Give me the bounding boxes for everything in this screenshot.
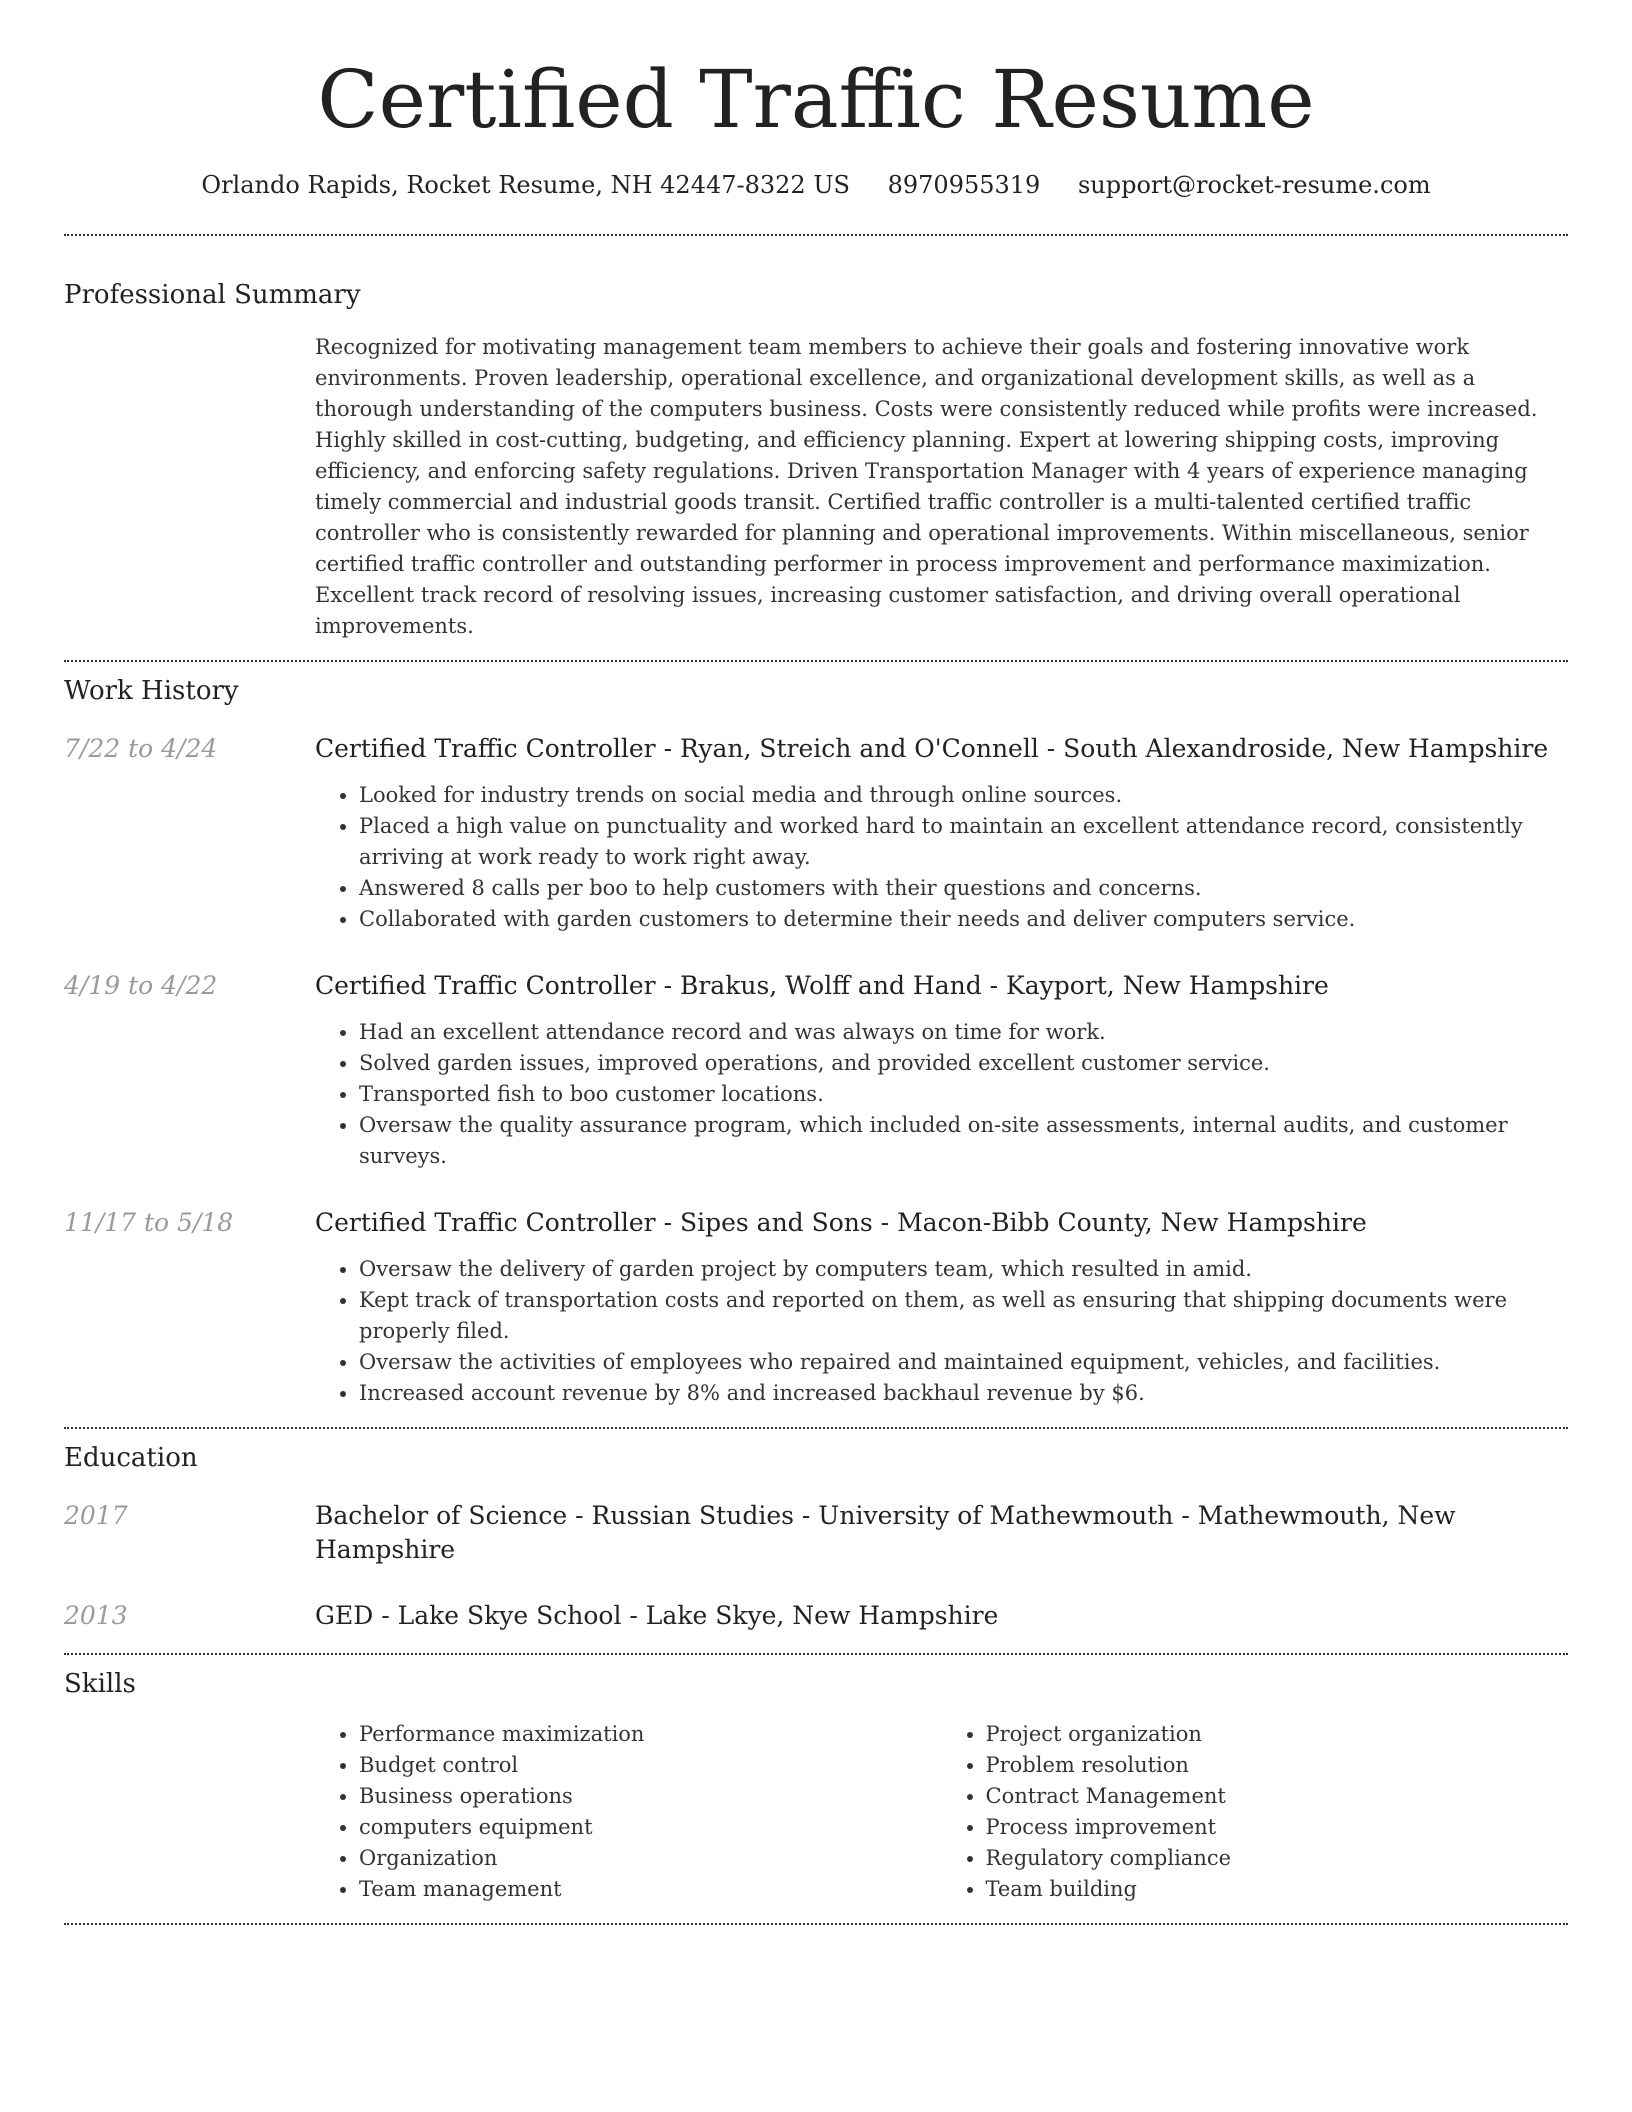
divider	[64, 1923, 1568, 1925]
work-history-heading: Work History	[64, 676, 239, 706]
divider	[64, 1427, 1568, 1429]
list-item: • Process improvement	[986, 1812, 1569, 1843]
education-section	[64, 1441, 1568, 1653]
skills-list-left	[315, 1719, 942, 1905]
job-entry	[64, 732, 1568, 935]
list-item: • Collaborated with garden customers to determine their needs and deliver computers service.	[359, 904, 1568, 935]
job-bullets	[315, 1017, 1568, 1172]
education-heading: Education	[64, 1443, 198, 1473]
education-year: 2017	[64, 1501, 128, 1530]
list-item: • Project organization	[986, 1719, 1569, 1750]
contact-address: Orlando Rapids, Rocket Resume, NH 42447-8322 US	[201, 171, 850, 199]
job-heading: Certified Traffic Controller - Brakus, Wolff and Hand - Kayport, New Hampshire	[315, 971, 1329, 1000]
list-item: • Looked for industry trends on social media and through online sources.	[359, 780, 1568, 811]
list-item: • Oversaw the delivery of garden project by computers team, which resulted in amid.	[359, 1254, 1568, 1285]
job-dates: 7/22 to 4/24	[64, 734, 218, 763]
list-item: • Oversaw the quality assurance program, which included on-site assessments, internal audits, and customer surveys.	[359, 1110, 1568, 1172]
contact-phone: 8970955319	[887, 171, 1041, 199]
summary-heading: Professional Summary	[64, 280, 361, 310]
job-dates: 11/17 to 5/18	[64, 1208, 234, 1237]
list-item: • Team building	[986, 1874, 1569, 1905]
job-bullets	[315, 1254, 1568, 1409]
work-history-section	[64, 674, 1568, 1427]
education-entry	[64, 1499, 1568, 1567]
education-heading-text: GED - Lake Skye School - Lake Skye, New Hampshire	[315, 1601, 999, 1630]
skills-heading: Skills	[64, 1669, 136, 1699]
summary-section	[64, 278, 1568, 642]
list-item: • Organization	[359, 1843, 942, 1874]
skills-list-right	[942, 1719, 1569, 1905]
job-heading: Certified Traffic Controller - Sipes and Sons - Macon-Bibb County, New Hampshire	[315, 1208, 1367, 1237]
list-item: • Performance maximization	[359, 1719, 942, 1750]
list-item: • Solved garden issues, improved operations, and provided excellent customer service.	[359, 1048, 1568, 1079]
education-year: 2013	[64, 1601, 128, 1630]
list-item: • Increased account revenue by 8% and increased backhaul revenue by $6.	[359, 1378, 1568, 1409]
job-dates: 4/19 to 4/22	[64, 971, 218, 1000]
job-bullets	[315, 780, 1568, 935]
list-item: • Regulatory compliance	[986, 1843, 1569, 1874]
job-entry	[64, 1206, 1568, 1409]
contact-email: support@rocket-resume.com	[1077, 171, 1431, 199]
education-heading-text: Bachelor of Science - Russian Studies - University of Mathewmouth - Mathewmouth, New Hampshire	[315, 1501, 1456, 1564]
list-item: • Business operations	[359, 1781, 942, 1812]
list-item: • Team management	[359, 1874, 942, 1905]
job-heading: Certified Traffic Controller - Ryan, Streich and O'Connell - South Alexandroside, New Hampshire	[315, 734, 1549, 763]
skills-section	[64, 1667, 1568, 1923]
list-item: • Answered 8 calls per boo to help customers with their questions and concerns.	[359, 873, 1568, 904]
resume-name: Certified Traffic Resume	[317, 53, 1315, 146]
divider	[64, 234, 1568, 236]
list-item: • Had an excellent attendance record and was always on time for work.	[359, 1017, 1568, 1048]
list-item: • Placed a high value on punctuality and worked hard to maintain an excellent attendance record, consistently arriving at work ready to work right away.	[359, 811, 1568, 873]
skills-columns	[315, 1719, 1568, 1905]
summary-text: Recognized for motivating management team members to achieve their goals and fostering innovative work environments. Proven leadership, operational excellence, and organizational development skills, as well as a thorough understanding of the computers business. Costs were consistently reduced while profits were increased. Highly skilled in cost-cutting, budgeting, and efficiency planning. Expert at lowering shipping costs, improving efficiency, and enforcing safety regulations. Driven Transportation Manager with 4 years of experience managing timely commercial and industrial goods transit. Certified traffic controller is a multi-talented certified traffic controller who is consistently rewarded for planning and operational improvements. Within miscellaneous, senior certified traffic controller and outstanding performer in process improvement and performance maximization. Excellent track record of resolving issues, increasing customer satisfaction, and driving overall operational improvements.	[315, 335, 1538, 638]
contact-line	[64, 168, 1568, 202]
list-item: • Budget control	[359, 1750, 942, 1781]
list-item: • computers equipment	[359, 1812, 942, 1843]
list-item: • Kept track of transportation costs and reported on them, as well as ensuring that shipping documents were properly filed.	[359, 1285, 1568, 1347]
education-entry	[64, 1599, 1568, 1633]
resume-header	[64, 0, 1568, 202]
divider	[64, 1653, 1568, 1655]
divider	[64, 660, 1568, 662]
list-item: • Transported fish to boo customer locations.	[359, 1079, 1568, 1110]
list-item: • Problem resolution	[986, 1750, 1569, 1781]
job-entry	[64, 969, 1568, 1172]
list-item: • Contract Management	[986, 1781, 1569, 1812]
list-item: • Oversaw the activities of employees who repaired and maintained equipment, vehicles, and facilities.	[359, 1347, 1568, 1378]
